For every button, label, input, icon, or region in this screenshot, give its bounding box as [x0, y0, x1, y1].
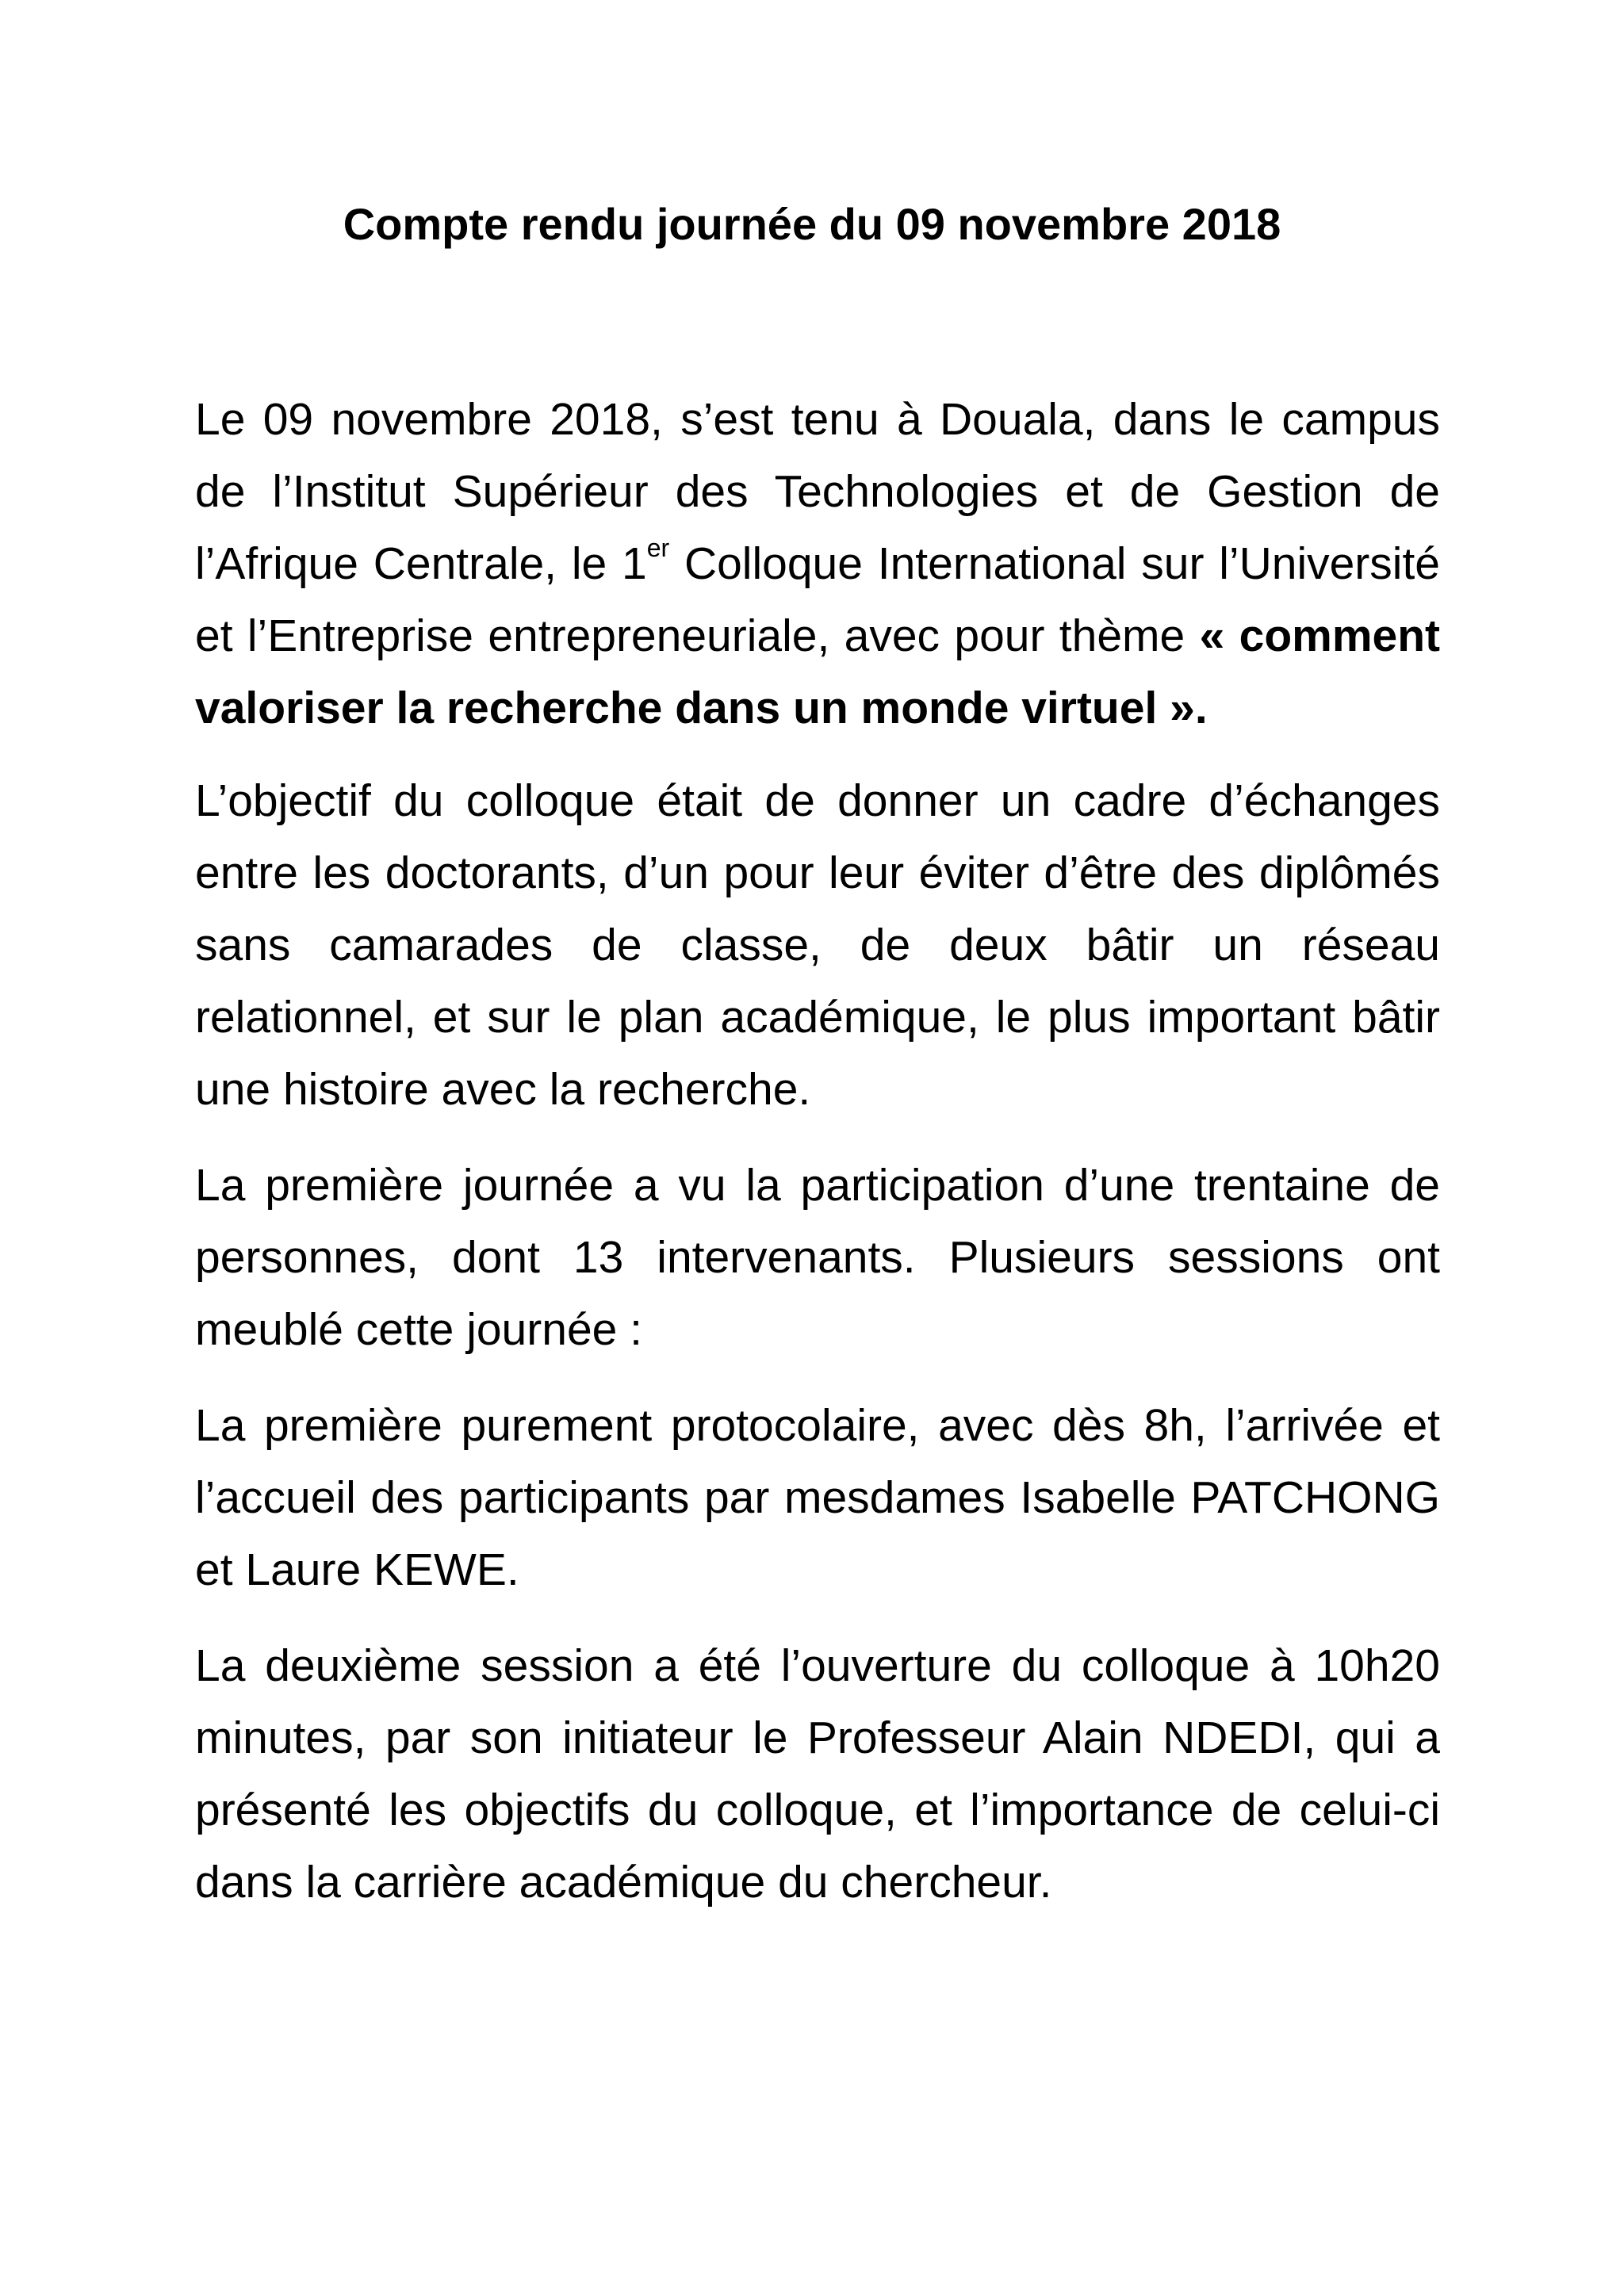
paragraph-intro [195, 384, 1440, 744]
document-title: Compte rendu journée du 09 novembre 2018 [343, 199, 1281, 249]
paragraph-objective: L’objectif du colloque était de donner un cadre d’échanges entre les doctorants, d’un pour leur éviter d’être des diplômés sans camarades de classe, de deux bâtir un réseau relationnel, et sur le plan académique, le plus important bâtir une histoire avec la recherche. [195, 775, 1440, 1115]
intro-text: Le 09 novembre 2018, s’est tenu à Douala, dans le campus de l’Institut Supérieur des Technologies et de Gestion de l’Afrique Centrale, le 1 [195, 394, 1440, 589]
paragraph-second-session: La deuxième session a été l’ouverture du colloque à 10h20 minutes, par son initiateur le Professeur Alain NDEDI, qui a présenté les objectifs du colloque, et l’importance de celui-ci dans la carrière académique du chercheur. [195, 1640, 1440, 1908]
paragraph-participation: La première journée a vu la participation d’une trentaine de personnes, dont 13 intervenants. Plusieurs sessions ont meublé cette journée : [195, 1160, 1440, 1355]
ordinal-superscript: er [646, 534, 670, 562]
document-body [195, 384, 1440, 1942]
paragraph-first-session: La première purement protocolaire, avec dès 8h, l’arrivée et l’accueil des participants par mesdames Isabelle PATCHONG et Laure KEWE. [195, 1400, 1440, 1595]
colloquium-theme: « comment valoriser la recherche dans un monde virtuel ». [195, 610, 1441, 733]
intro-text-continued: Colloque International sur l’Université et l’Entreprise entrepreneuriale, avec pour thème [195, 538, 1440, 661]
